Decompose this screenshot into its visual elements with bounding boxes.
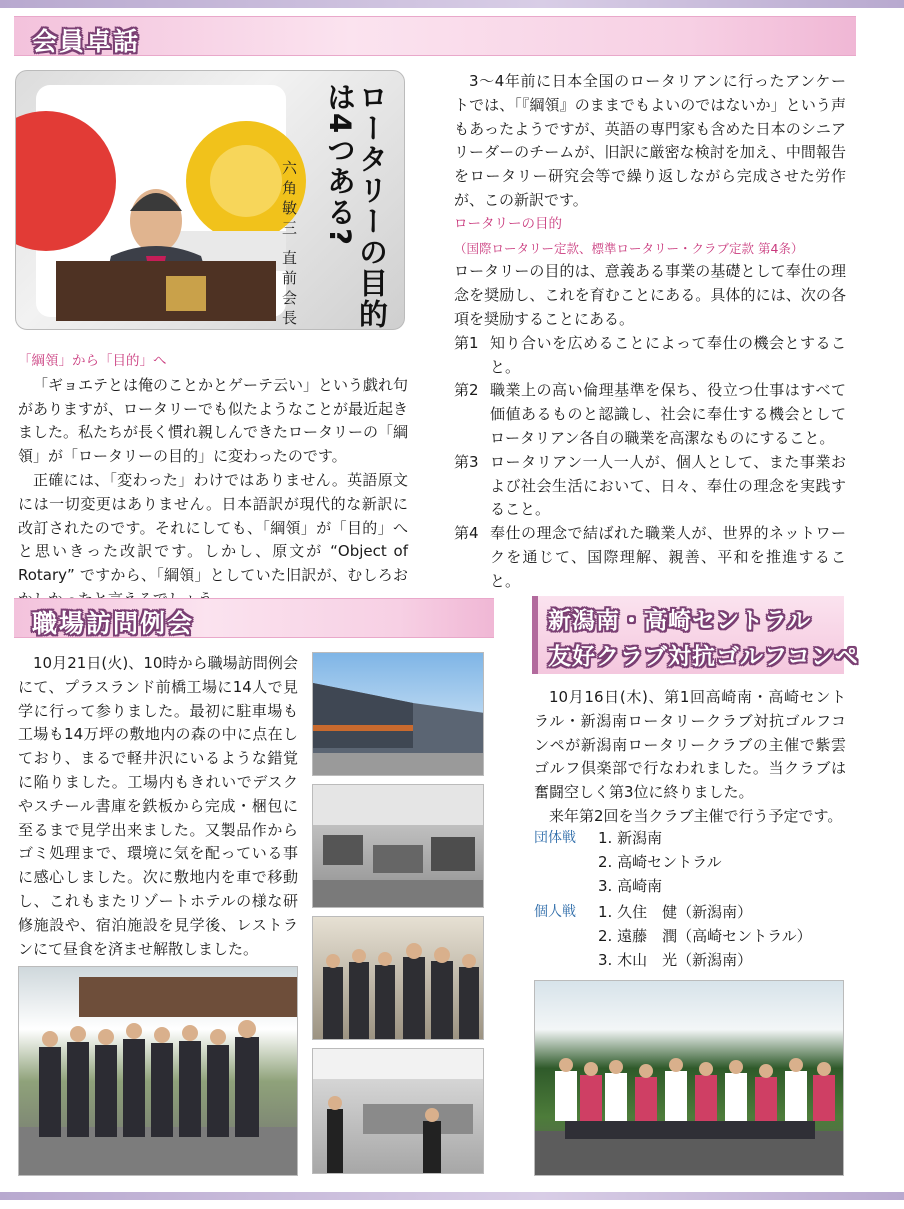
speech-paragraph-3: 3～4年前に日本全国のロータリアンに行ったアンケートでは、「『綱領』のままでもよいのではないか」という声もあったようですが、英語の専門家も含めた日本のシニアリーダーのチームが、旧訳に厳密な検討を加え、中間報告をロータリー研究会等で繰り返しながら完成させた労作が、この新訳です。: [454, 72, 846, 209]
speech-right-column: [454, 70, 846, 594]
individual-result-item: 1. 久住 健（新潟南）: [598, 903, 753, 921]
golf-title-line1: 新潟南・高崎セントラル: [548, 608, 812, 634]
individual-result-item: 2. 遠藤 潤（高崎セントラル）: [598, 927, 812, 945]
golf-paragraph-1: 10月16日(木)、第1回高崎南・高崎セントラル・新潟南ロータリークラブ対抗ゴルフコンペが新潟南ロータリークラブの主催で紫雲ゴルフ倶楽部で行なわれました。当クラブは奮闘空しく第3位に終りました。: [534, 688, 846, 802]
object-item-text: 職業上の高い倫理基準を保ち、役立つ仕事はすべて価値あるものと認識し、社会に奉仕する機会としてロータリアン各自の職業を高潔なものにすること。: [490, 381, 846, 447]
production-line-photo: [312, 1048, 484, 1174]
factory-building-illustration: [313, 653, 484, 776]
object-source: （国際ロータリー定款、標準ロータリー・クラブ定款 第4条）: [454, 240, 804, 256]
speech-section-title: 会員卓話: [32, 27, 141, 56]
golf-group-illustration: [535, 981, 844, 1176]
golf-paragraph-2: 来年第2回を当クラブ主催で行う予定です。: [549, 806, 843, 825]
object-item-number: 第4: [454, 524, 479, 543]
factory-floor-photo: [312, 784, 484, 908]
visit-body: [18, 652, 298, 961]
object-item: [454, 522, 846, 593]
object-item: [454, 451, 846, 522]
tour-group-photo: [312, 916, 484, 1040]
team-results-label: 団体戦: [534, 830, 576, 846]
golf-results: [534, 826, 846, 976]
speech-left-column: [18, 350, 408, 612]
production-line-illustration: [313, 1049, 484, 1174]
speech-paragraph-2: 正確には、「変わった」わけではありません。英語原文には一切変更はありません。日本語訳が現代的な新訳に改訂されたのです。それにしても、「綱領」が「目的」へと思いきった改訳です。しかし、原文が “Object of Rotary” ですから、「綱領」としていた旧訳が、むしろお: [18, 470, 408, 585]
object-item-number: 第3: [454, 452, 479, 471]
golf-section-banner: [532, 596, 859, 674]
individual-result-item: 3. 木山 光（新潟南）: [598, 951, 753, 969]
object-item: [454, 379, 846, 450]
factory-building-photo: [312, 652, 484, 776]
team-result-item: 1. 新潟南: [598, 829, 663, 847]
golf-group-photo: [534, 980, 844, 1176]
top-border: [0, 0, 904, 8]
tour-group-illustration: [313, 917, 484, 1040]
team-result-item: 3. 高崎南: [598, 877, 663, 895]
factory-floor-illustration: [313, 785, 484, 908]
individual-results-label: 個人戦: [534, 904, 576, 920]
golf-body: [534, 686, 846, 829]
team-result-item: 2. 高崎セントラル: [598, 853, 722, 871]
visit-group-photo: [18, 966, 298, 1176]
speech-headline: ロータリーの目的は4つある?: [323, 82, 389, 330]
speech-section-banner: [14, 16, 856, 56]
speech-paragraph-1: 「ギョエテとは俺のことかとゲーテ云い」という戯れ句がありますが、ロータリーでも似たようなことが最近起きました。私たちが長く慣れ親しんできたロータリーの「綱領」が「ロータリーの目的」に変わったのです。: [18, 375, 409, 466]
object-title: ロータリーの目的: [454, 215, 562, 232]
object-item-text: 知り合いを広めることによって奉仕の機会とすること。: [490, 333, 846, 376]
visit-section-title: 職場訪問例会: [32, 609, 195, 638]
visit-group-illustration: [19, 967, 298, 1176]
object-intro: ロータリーの目的は、意義ある事業の基礎として奉仕の理念を奨励し、これを育むことにある。具体的には、次の各項を奨励することにある。: [454, 262, 846, 328]
visit-section-banner: [14, 598, 494, 638]
object-item: [454, 332, 846, 380]
object-item-text: ロータリアン一人一人が、個人として、また事業および社会生活において、日々、奉仕の理念を実践すること。: [490, 452, 846, 519]
object-item-number: 第2: [454, 381, 479, 400]
bottom-border: [0, 1192, 904, 1200]
object-item-text: 奉仕の理念で結ばれた職業人が、世界的ネットワークを通じて、国際理解、親善、平和を推進すること。: [490, 524, 846, 590]
object-item-number: 第1: [454, 333, 479, 352]
speech-sub-heading: 「綱領」から「目的」へ: [18, 353, 167, 369]
visit-paragraph: 10月21日(火)、10時から職場訪問例会にて、プラスランド前橋工場に14人で見学に行って参りました。最初に駐車場も工場も14万坪の敷地内の森の中に点在しており、まるで軽井沢にいるような錯覚に陥りました。工場内もきれいでデスクやスチール書庫を鉄板から完成・梱包に至るまで見学出来ました。又製品作からゴミ処理まで、環境に気を配っている事に感心しました。次に敷地内を車で移動し、これもまたリゾートホテルの様な研修施設や、宿泊施設を見学後、レストランにて昼食を済ませ解散しました。: [18, 654, 298, 958]
golf-title-line2: 友好クラブ対抗ゴルフコンペ: [548, 644, 859, 670]
speaker-name: 六角敏三 直前会長: [280, 160, 298, 330]
